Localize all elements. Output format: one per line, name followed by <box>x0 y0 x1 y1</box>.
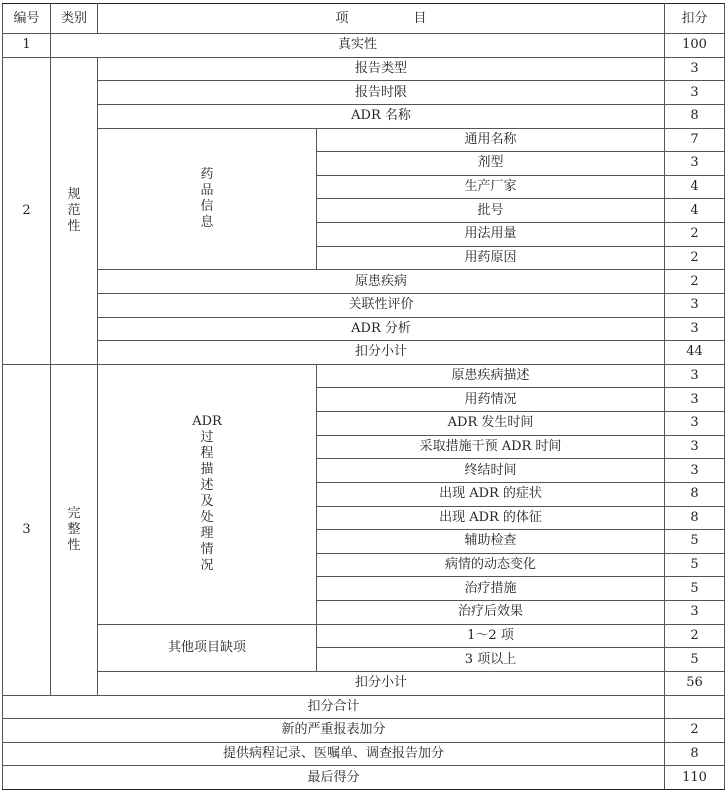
item-label: 治疗后效果 <box>317 601 665 625</box>
section-category <box>51 57 98 364</box>
item-score: 3 <box>665 601 725 625</box>
item-score: 5 <box>665 648 725 672</box>
total-deduction-row <box>3 695 725 719</box>
item-score: 5 <box>665 577 725 601</box>
table-row <box>3 364 725 388</box>
item-score: 3 <box>665 412 725 436</box>
item-label: 用法用量 <box>317 223 665 247</box>
item-label: 3 项以上 <box>317 648 665 672</box>
category-char: 性 <box>67 537 81 553</box>
item-score: 2 <box>665 223 725 247</box>
category-char: 规 <box>67 186 81 202</box>
item-score: 7 <box>665 128 725 152</box>
table-row <box>3 128 725 152</box>
process-label: ADR 过 程 描 述 及 处 理 情 况 <box>98 364 317 624</box>
item-score: 2 <box>665 270 725 294</box>
footer-score <box>665 695 725 719</box>
bonus-row <box>3 742 725 766</box>
item-label: 出现 ADR 的体征 <box>317 506 665 530</box>
section-id: 2 <box>3 57 51 364</box>
subtotal-label: 扣分小计 <box>98 341 665 365</box>
table-row <box>3 104 725 128</box>
final-score-row <box>3 766 725 790</box>
item-score: 3 <box>665 57 725 81</box>
item-label: ADR 名称 <box>98 104 665 128</box>
footer-score: 8 <box>665 742 725 766</box>
subtotal-row <box>3 671 725 695</box>
item-score: 3 <box>665 81 725 105</box>
drug-info-label: 药 品 信 息 <box>98 128 317 270</box>
item-label: 报告时限 <box>98 81 665 105</box>
table-row <box>3 624 725 648</box>
item-label: 治疗措施 <box>317 577 665 601</box>
item-score: 8 <box>665 506 725 530</box>
item-label: 辅助检查 <box>317 530 665 554</box>
subtotal-label: 扣分小计 <box>98 671 665 695</box>
item-score: 3 <box>665 317 725 341</box>
footer-label: 最后得分 <box>3 766 665 790</box>
item-score: 2 <box>665 624 725 648</box>
header-score: 扣分 <box>665 4 725 34</box>
item-score: 3 <box>665 435 725 459</box>
header-item: 项 目 <box>98 4 665 34</box>
item-score: 5 <box>665 553 725 577</box>
bonus-row <box>3 719 725 743</box>
subtotal-score: 44 <box>665 341 725 365</box>
scoring-table <box>2 3 725 790</box>
footer-label: 扣分合计 <box>3 695 665 719</box>
item-label: ADR 分析 <box>98 317 665 341</box>
category-char: 整 <box>67 521 81 537</box>
item-score: 2 <box>665 246 725 270</box>
item-label: 原患疾病描述 <box>317 364 665 388</box>
item-score: 8 <box>665 482 725 506</box>
item-label: 采取措施干预 ADR 时间 <box>317 435 665 459</box>
item-score: 3 <box>665 293 725 317</box>
footer-score: 2 <box>665 719 725 743</box>
category-char: 性 <box>67 218 81 234</box>
item-score: 8 <box>665 104 725 128</box>
row-score: 100 <box>665 34 725 58</box>
subtotal-score: 56 <box>665 671 725 695</box>
table-row <box>3 317 725 341</box>
category-char: 范 <box>67 202 81 218</box>
item-score: 3 <box>665 152 725 176</box>
item-label: 报告类型 <box>98 57 665 81</box>
item-score: 3 <box>665 459 725 483</box>
table-row <box>3 270 725 294</box>
table-row <box>3 293 725 317</box>
footer-label: 提供病程记录、医嘱单、调查报告加分 <box>3 742 665 766</box>
item-label: 剂型 <box>317 152 665 176</box>
item-label: 通用名称 <box>317 128 665 152</box>
table-row <box>3 34 725 58</box>
section-category <box>51 364 98 695</box>
item-label: ADR 发生时间 <box>317 412 665 436</box>
footer-label: 新的严重报表加分 <box>3 719 665 743</box>
table-row <box>3 81 725 105</box>
item-label: 用药情况 <box>317 388 665 412</box>
subtotal-row <box>3 341 725 365</box>
item-label: 1～2 项 <box>317 624 665 648</box>
category-char: 完 <box>67 505 81 521</box>
table-row <box>3 57 725 81</box>
item-score: 3 <box>665 388 725 412</box>
row-id: 1 <box>3 34 51 58</box>
row-label: 真实性 <box>51 34 665 58</box>
item-label: 关联性评价 <box>98 293 665 317</box>
footer-score: 110 <box>665 766 725 790</box>
item-score: 5 <box>665 530 725 554</box>
item-label: 生产厂家 <box>317 175 665 199</box>
item-label: 终结时间 <box>317 459 665 483</box>
header-row <box>3 4 725 34</box>
item-score: 3 <box>665 364 725 388</box>
item-label: 批号 <box>317 199 665 223</box>
header-category: 类别 <box>51 4 98 34</box>
item-label: 用药原因 <box>317 246 665 270</box>
item-score: 4 <box>665 175 725 199</box>
header-id: 编号 <box>3 4 51 34</box>
item-score: 4 <box>665 199 725 223</box>
item-label: 病情的动态变化 <box>317 553 665 577</box>
other-items-label: 其他项目缺项 <box>98 624 317 671</box>
item-label: 出现 ADR 的症状 <box>317 482 665 506</box>
item-label: 原患疾病 <box>98 270 665 294</box>
section-id: 3 <box>3 364 51 695</box>
